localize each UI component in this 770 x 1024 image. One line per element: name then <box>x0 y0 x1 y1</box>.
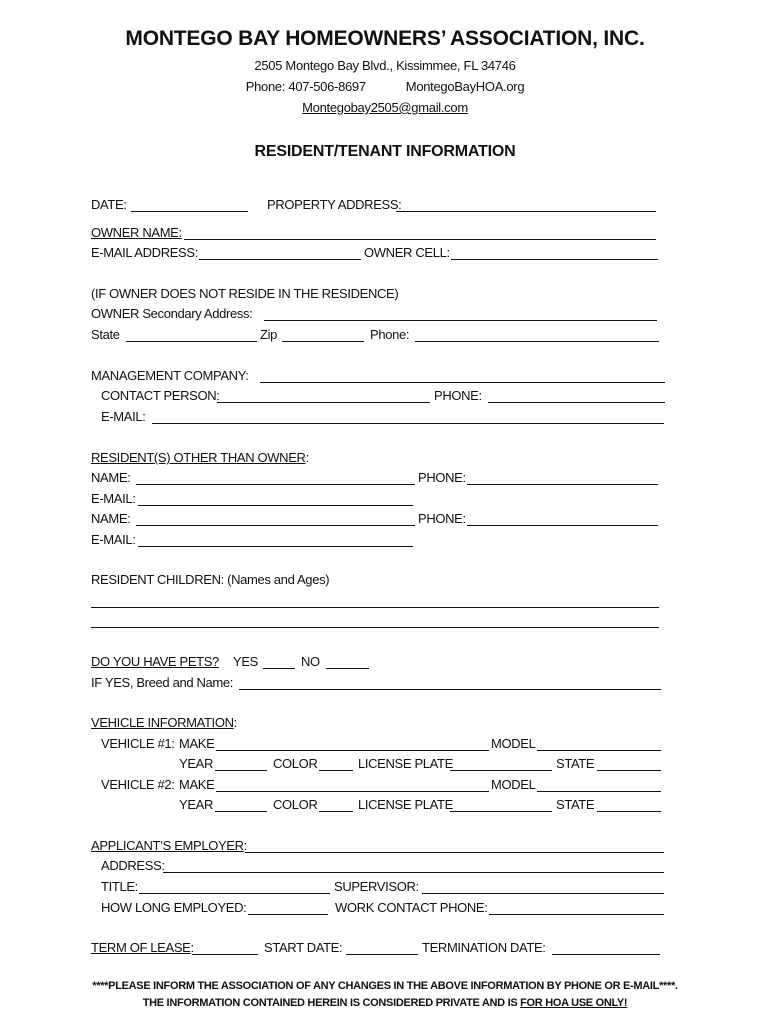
employer-address-label: ADDRESS: <box>101 858 165 873</box>
supervisor-label: SUPERVISOR: <box>334 879 419 894</box>
resident-1-email-field[interactable] <box>138 505 413 506</box>
org-email-line <box>0 100 770 115</box>
pets-no-field[interactable] <box>326 668 369 669</box>
date-field[interactable] <box>131 211 248 212</box>
date-label: DATE: <box>91 197 127 212</box>
resident-2-email-field[interactable] <box>138 546 413 547</box>
resident-2-email-label: E-MAIL: <box>91 532 136 547</box>
vehicle-1-plate-label: LICENSE PLATE <box>358 756 453 771</box>
vehicle-2-plate-field[interactable] <box>450 811 552 812</box>
row-vehicle-2-make <box>91 776 671 794</box>
management-email-label: E-MAIL: <box>101 409 146 424</box>
org-phone: Phone: 407-506-8697 <box>245 79 366 94</box>
children-label: RESIDENT CHILDREN: (Names and Ages) <box>91 572 330 587</box>
residents-heading: RESIDENT(S) OTHER THAN OWNER: <box>91 450 309 465</box>
employer-title-label: TITLE: <box>101 879 138 894</box>
children-field-line-2[interactable] <box>91 627 659 628</box>
row-email-cell <box>91 244 671 262</box>
row-employer-title <box>91 878 671 896</box>
org-address: 2505 Montego Bay Blvd., Kissimmee, FL 34746 <box>254 58 516 73</box>
footer-hoa-only: FOR HOA USE ONLY! <box>520 997 628 1009</box>
owner-cell-label: OWNER CELL: <box>364 245 450 260</box>
zip-field[interactable] <box>282 341 364 342</box>
row-secondary-address <box>91 305 671 323</box>
vehicle-2-make-field[interactable] <box>216 791 489 792</box>
work-phone-label: WORK CONTACT PHONE: <box>335 900 488 915</box>
nonresident-note: (IF OWNER DOES NOT RESIDE IN THE RESIDENCE) <box>91 286 399 301</box>
termination-date-field[interactable] <box>552 954 660 955</box>
vehicle-1-make-label: MAKE <box>179 736 215 751</box>
form-title: RESIDENT/TENANT INFORMATION <box>254 143 516 160</box>
employer-address-field[interactable] <box>163 872 664 873</box>
org-contact-line <box>0 79 770 94</box>
vehicle-2-year-field[interactable] <box>215 811 267 812</box>
row-date-address <box>91 196 671 214</box>
row-employment-length <box>91 899 671 917</box>
resident-2-phone-field[interactable] <box>467 525 658 526</box>
management-phone-label: PHONE: <box>434 388 482 403</box>
email-address-field[interactable] <box>199 259 361 260</box>
row-pet-breed <box>91 674 671 692</box>
vehicle-1-model-label: MODEL <box>491 736 536 751</box>
vehicle-2-state-label: STATE <box>556 797 595 812</box>
pets-yes-field[interactable] <box>263 668 295 669</box>
row-contact-person <box>91 387 671 405</box>
phone-label: Phone: <box>370 327 410 342</box>
resident-1-phone-label: PHONE: <box>418 470 466 485</box>
vehicle-2-state-field[interactable] <box>597 811 661 812</box>
management-phone-field[interactable] <box>488 402 665 403</box>
vehicle-1-plate-field[interactable] <box>450 770 552 771</box>
term-of-lease-field[interactable] <box>192 954 258 955</box>
secondary-phone-field[interactable] <box>415 341 659 342</box>
row-pets <box>91 653 671 671</box>
supervisor-field[interactable] <box>422 893 664 894</box>
vehicle-1-model-field[interactable] <box>537 750 661 751</box>
pet-breed-label: IF YES, Breed and Name: <box>91 675 234 690</box>
footer-privacy: THE INFORMATION CONTAINED HEREIN IS CONSIDERED PRIVATE AND IS FOR HOA USE ONLY! <box>142 997 628 1009</box>
pets-no-label: NO <box>301 654 320 669</box>
management-company-field[interactable] <box>260 382 665 383</box>
vehicle-2-model-field[interactable] <box>537 791 661 792</box>
resident-2-name-field[interactable] <box>136 525 415 526</box>
vehicle-1-make-field[interactable] <box>216 750 489 751</box>
resident-1-name-field[interactable] <box>136 484 415 485</box>
vehicle-2-plate-label: LICENSE PLATE <box>358 797 453 812</box>
employer-field[interactable] <box>245 852 664 853</box>
start-date-field[interactable] <box>346 954 418 955</box>
start-date-label: START DATE: <box>264 940 343 955</box>
pets-question: DO YOU HAVE PETS? <box>91 654 219 669</box>
pet-breed-field[interactable] <box>239 689 661 690</box>
vehicle-1-state-field[interactable] <box>597 770 661 771</box>
employer-heading: APPLICANT’S EMPLOYER: <box>91 838 247 853</box>
vehicle-heading: VEHICLE INFORMATION: <box>91 715 237 730</box>
vehicle-1-color-field[interactable] <box>319 770 353 771</box>
row-state-zip-phone <box>91 326 671 344</box>
employer-title-field[interactable] <box>139 893 330 894</box>
org-title: MONTEGO BAY HOMEOWNERS’ ASSOCIATION, INC. <box>125 27 645 50</box>
row-employer <box>91 837 671 855</box>
owner-name-label: OWNER NAME: <box>91 225 182 240</box>
term-of-lease-label: TERM OF LEASE: <box>91 940 194 955</box>
state-field[interactable] <box>126 341 257 342</box>
row-nonresident-note <box>91 285 671 303</box>
row-resident-1-name <box>91 469 671 487</box>
pets-yes-label: YES <box>233 654 258 669</box>
email-address-label: E-MAIL ADDRESS: <box>91 245 198 260</box>
vehicle-1-color-label: COLOR <box>273 756 318 771</box>
vehicle-2-color-field[interactable] <box>319 811 353 812</box>
row-management-email <box>91 408 671 426</box>
owner-cell-field[interactable] <box>451 259 658 260</box>
owner-name-field[interactable] <box>184 239 656 240</box>
row-vehicle-1-details <box>91 755 671 773</box>
how-long-employed-field[interactable] <box>248 914 328 915</box>
org-email: Montegobay2505@gmail.com <box>302 100 468 115</box>
row-resident-2-email <box>91 531 671 549</box>
row-owner-name <box>91 224 671 242</box>
vehicle-2-year-label: YEAR <box>179 797 214 812</box>
row-employer-address <box>91 857 671 875</box>
vehicle-1-label: VEHICLE #1: <box>101 736 175 751</box>
resident-1-name-label: NAME: <box>91 470 131 485</box>
management-company-label: MANAGEMENT COMPANY: <box>91 368 249 383</box>
vehicle-1-year-label: YEAR <box>179 756 214 771</box>
resident-1-email-label: E-MAIL: <box>91 491 136 506</box>
work-phone-field[interactable] <box>489 914 664 915</box>
zip-label: Zip <box>260 327 278 342</box>
vehicle-2-make-label: MAKE <box>179 777 215 792</box>
vehicle-2-label: VEHICLE #2: <box>101 777 175 792</box>
row-resident-2-name <box>91 510 671 528</box>
management-email-field[interactable] <box>152 423 664 424</box>
property-address-field[interactable] <box>396 211 656 212</box>
row-vehicle-heading <box>91 714 671 732</box>
vehicle-2-color-label: COLOR <box>273 797 318 812</box>
how-long-employed-label: HOW LONG EMPLOYED: <box>101 900 247 915</box>
row-management-company <box>91 367 671 385</box>
footer-notice: ****PLEASE INFORM THE ASSOCIATION OF ANY CHANGES IN THE ABOVE INFORMATION BY PHONE OR E-MAIL****. <box>92 980 678 992</box>
vehicle-1-year-field[interactable] <box>215 770 267 771</box>
termination-date-label: TERMINATION DATE: <box>422 940 546 955</box>
resident-2-name-label: NAME: <box>91 511 131 526</box>
row-vehicle-2-details <box>91 796 671 814</box>
contact-person-field[interactable] <box>217 402 430 403</box>
row-residents-heading <box>91 449 671 467</box>
row-resident-1-email <box>91 490 671 508</box>
contact-person-label: CONTACT PERSON: <box>101 388 220 403</box>
secondary-address-field[interactable] <box>264 320 657 321</box>
org-website: MontegoBayHOA.org <box>405 79 525 94</box>
property-address-label: PROPERTY ADDRESS: <box>267 197 402 212</box>
row-vehicle-1-make <box>91 735 671 753</box>
resident-2-phone-label: PHONE: <box>418 511 466 526</box>
row-children-label <box>91 571 671 589</box>
children-field-line-1[interactable] <box>91 607 659 608</box>
resident-1-phone-field[interactable] <box>467 484 658 485</box>
secondary-address-label: OWNER Secondary Address: <box>91 306 253 321</box>
vehicle-1-state-label: STATE <box>556 756 595 771</box>
vehicle-2-model-label: MODEL <box>491 777 536 792</box>
row-lease <box>91 939 671 957</box>
state-label: State <box>91 327 120 342</box>
